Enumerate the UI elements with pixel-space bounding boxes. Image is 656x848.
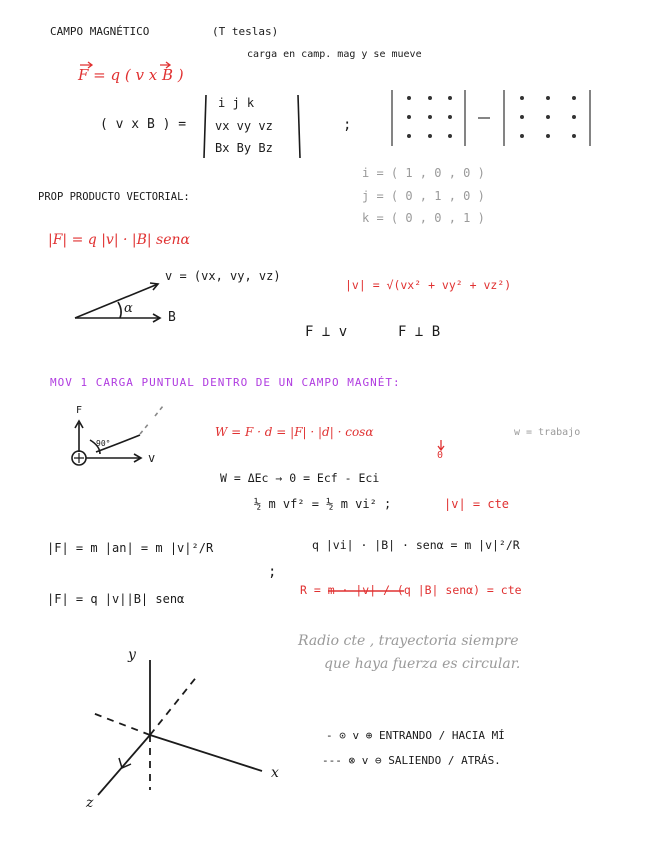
- unit-vector-i: i = ( 1 , 0 , 0 ): [362, 166, 485, 180]
- work-note: w = trabajo: [514, 427, 581, 438]
- heading-unit: (T teslas): [212, 25, 279, 38]
- semicolon-1: ;: [343, 117, 352, 133]
- radius-formula: R = m · |v| / (q |B| senα) = cte: [300, 583, 522, 597]
- determinant-row-3: Bx By Bz: [215, 141, 273, 155]
- angle-90-label: 90°: [96, 439, 111, 448]
- dot-matrices: [392, 90, 590, 146]
- cos-zero-arrow: [438, 440, 444, 450]
- kinetic-line: ½ m vf² = ½ m vi² ;: [254, 497, 392, 511]
- v-magnitude-formula: |v| = √(vx² + vy² + vz²): [345, 278, 512, 292]
- page-heading: CAMPO MAGNÉTICO: [50, 25, 150, 38]
- note-line-2: que haya fuerza es circular.: [324, 656, 521, 672]
- determinant-row-1: i j k: [218, 96, 255, 110]
- axis-x-label: x: [271, 765, 279, 781]
- b-vector-label: B: [168, 310, 176, 325]
- work-zero: 0: [437, 450, 444, 461]
- semicolon-2: ;: [268, 564, 277, 580]
- legend-exiting: --- ⊗ v ⊖ SALIENDO / ATRÁS.: [322, 754, 501, 767]
- f-label: F: [76, 405, 83, 416]
- unit-vector-k: k = ( 0 , 0 , 1 ): [362, 211, 485, 225]
- energy-line: W = ΔEc → 0 = Ecf - Eci: [220, 471, 380, 485]
- force-formula: F = q ( v x B ): [78, 66, 184, 84]
- v-label: v: [148, 451, 156, 465]
- section-title: MOV 1 CARGA PUNTUAL DENTRO DE UN CAMPO MAGNÉT:: [50, 376, 401, 389]
- determinant-row-2: vx vy vz: [215, 119, 273, 133]
- axis-y-label: y: [128, 647, 136, 663]
- subtitle: carga en camp. mag y se mueve: [247, 49, 422, 60]
- speed-constant: |v| = cte: [444, 497, 510, 511]
- v-b-angle-sketch: [75, 283, 160, 322]
- f-perp-v: F ⊥ v: [305, 324, 348, 340]
- unit-vector-j: j = ( 0 , 1 , 0 ): [362, 189, 485, 203]
- legend-entering: - ⊙ v ⊕ ENTRANDO / HACIA MÍ: [326, 729, 505, 742]
- newton-line: |F| = m |an| = m |v|²/R: [47, 541, 214, 555]
- velocity-components: v = (vx, vy, vz): [165, 269, 281, 283]
- lorentz-magnitude: |F| = q |v||B| senα: [47, 592, 185, 606]
- cross-product-lhs: ( v x B ) =: [100, 117, 187, 132]
- alpha-label: α: [124, 301, 133, 316]
- axis-z-label: z: [86, 795, 94, 811]
- force-balance-line: q |vi| · |B| · senα = m |v|²/R: [312, 538, 520, 552]
- note-line-1: Radio cte , trayectoria siempre: [298, 633, 519, 649]
- axes-3d: [90, 660, 262, 795]
- prop-title: PROP PRODUCTO VECTORIAL:: [38, 191, 190, 203]
- work-formula: W = F · d = |F| · |d| · cosα: [215, 425, 374, 439]
- magnitude-formula: |F| = q |v| · |B| senα: [48, 232, 190, 248]
- f-perp-b: F ⊥ B: [398, 324, 441, 340]
